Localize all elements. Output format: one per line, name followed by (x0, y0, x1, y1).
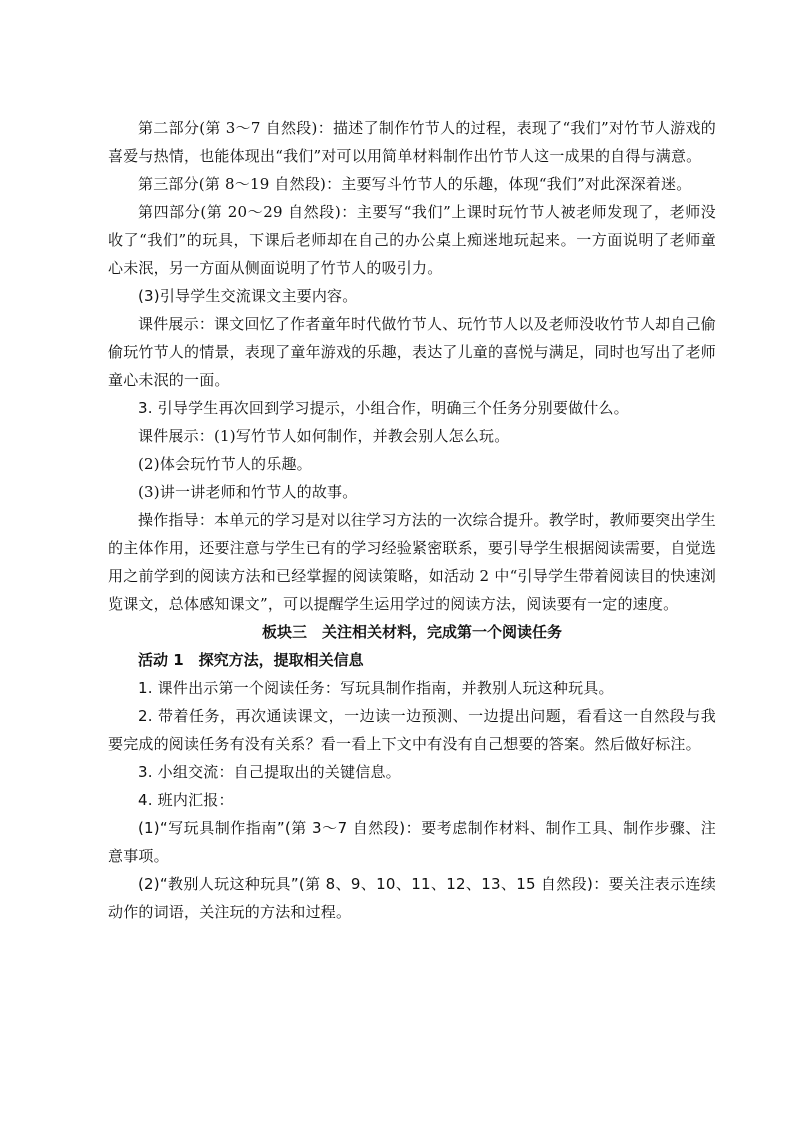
paragraph-part-four: 第四部分(第 20～29 自然段)：主要写“我们”上课时玩竹节人被老师发现了，老师没收了“我们”的玩具，下课后老师却在自己的办公桌上痴迷地玩起来。一方面说明了老师童心未泯，另一方面从侧面说明了竹节人的吸引力。 (108, 203, 716, 277)
paragraph-report-2: (2)“教别人玩这种玩具”(第 8、9、10、11、12、13、15 自然段)：要关注表示连续动作的词语，关注玩的方法和过程。 (108, 875, 716, 921)
paragraph-operation-guide: 操作指导：本单元的学习是对以往学习方法的一次综合提升。教学时，教师要突出学生的主体作用，还要注意与学生已有的学习经验紧密联系，要引导学生根据阅读需要，自觉选用之前学到的阅读方法和已经掌握的阅读策略，如活动 2 中“引导学生带着阅读目的快速浏览课文，总体感知课文”，可以提醒学生运用学过的阅读方法，阅读要有一定的速度。 (108, 511, 717, 613)
paragraph-courseware-task-1: 课件展示：(1)写竹节人如何制作，并教会别人怎么玩。 (138, 427, 510, 445)
paragraph-activity-1: 1. 课件出示第一个阅读任务：写玩具制作指南，并教别人玩这种玩具。 (138, 679, 614, 697)
paragraph-part-two: 第二部分(第 3～7 自然段)：描述了制作竹节人的过程，表现了“我们”对竹节人游戏的喜爱与热情，也能体现出“我们”对可以用简单材料制作出竹节人这一成果的自得与满意。 (108, 119, 716, 165)
paragraph-part-three: 第三部分(第 8～19 自然段)：主要写斗竹节人的乐趣，体现“我们”对此深深着迷。 (138, 175, 692, 193)
document-body (108, 114, 716, 926)
paragraph-activity-4: 4. 班内汇报： (138, 791, 234, 809)
paragraph-step-3: (3)引导学生交流课文主要内容。 (138, 287, 358, 305)
paragraph-item-3: 3. 引导学生再次回到学习提示，小组合作，明确三个任务分别要做什么。 (138, 399, 629, 417)
paragraph-courseware-task-2: (2)体会玩竹节人的乐趣。 (138, 455, 312, 473)
paragraph-courseware-summary: 课件展示：课文回忆了作者童年时代做竹节人、玩竹节人以及老师没收竹节人却自己偷偷玩竹节人的情景，表现了童年游戏的乐趣，表达了儿童的喜悦与满足，同时也写出了老师童心未泯的一面。 (108, 315, 717, 389)
paragraph-activity-2: 2. 带着任务，再次通读课文，一边读一边预测、一边提出问题，看看这一自然段与我要完成的阅读任务有没有关系？看一看上下文中有没有自己想要的答案。然后做好标注。 (108, 707, 716, 753)
paragraph-courseware-task-3: (3)讲一讲老师和竹节人的故事。 (138, 483, 358, 501)
activity-heading: 活动 1 探究方法，提取相关信息 (138, 651, 364, 669)
section-heading: 板块三 关注相关材料，完成第一个阅读任务 (261, 623, 562, 641)
paragraph-activity-3: 3. 小组交流：自己提取出的关键信息。 (138, 763, 401, 781)
paragraph-report-1: (1)“写玩具制作指南”(第 3～7 自然段)：要考虑制作材料、制作工具、制作步骤、注意事项。 (108, 819, 716, 865)
